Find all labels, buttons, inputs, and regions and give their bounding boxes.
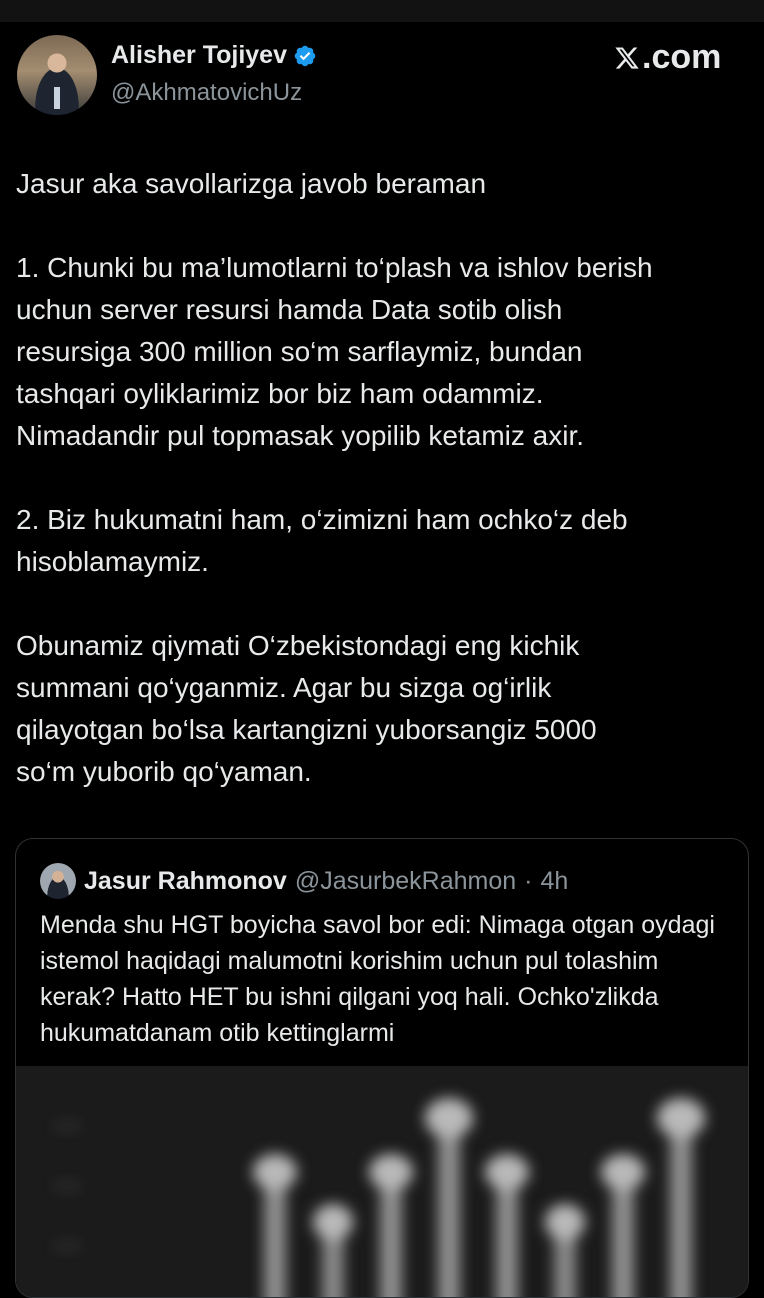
quoted-tweet[interactable] — [15, 838, 749, 1298]
tweet-paragraph: Jasur aka savollarizga javob beraman — [16, 168, 487, 199]
author-handle[interactable]: @AkhmatovichUz — [111, 79, 303, 106]
tweet-paragraph: 2. Biz hukumatni ham, o‘zimizni ham ochko‘z deb hisoblamaymiz. — [16, 504, 628, 577]
author-name-row — [111, 41, 317, 70]
x-logo — [614, 38, 721, 77]
blurred-chart-image — [16, 1066, 749, 1298]
tweet-paragraph: Obunamiz qiymati O‘zbekistondagi eng kichik summani qo‘yganmiz. Agar bu sizga og‘irlik qilayotgan bo‘lsa kartangizni yuborsangiz 5000 so‘m yuborib qo‘yaman. — [16, 630, 597, 787]
separator-dot: · — [524, 866, 533, 895]
quoted-author-avatar[interactable] — [40, 863, 76, 899]
verified-badge-icon — [293, 44, 317, 68]
site-label: .com — [642, 38, 722, 76]
quoted-author-name[interactable]: Jasur Rahmonov — [84, 866, 287, 895]
quoted-author-handle[interactable]: @JasurbekRahmon — [294, 866, 517, 895]
quoted-tweet-header — [40, 863, 568, 899]
quoted-media-image[interactable] — [16, 1066, 749, 1298]
tweet-text — [16, 163, 746, 793]
x-logo-icon — [614, 45, 640, 71]
status-bar — [0, 0, 764, 22]
author-name[interactable]: Alisher Tojiyev — [111, 41, 287, 69]
tweet-paragraph: 1. Chunki bu ma’lumotlarni to‘plash va ishlov berish uchun server resursi hamda Data sotib olish resursiga 300 million so‘m sarflaymiz, bundan tashqari oyliklarimiz bor biz ham odammiz. Nimadandir pul topmasak yopilib ketamiz axir. — [16, 252, 653, 451]
avatar-photo-detail — [54, 87, 60, 109]
author-avatar[interactable] — [17, 35, 97, 115]
quoted-tweet-text: Menda shu HGT boyicha savol bor edi: Nimaga otgan oydagi istemol haqidagi malumotni korishim uchun pul tolashim kerak? Hatto HET bu ishni qilgani yoq hali. Ochko'zlikda hukumatdanam otib kettinglarmi — [40, 911, 715, 1047]
quoted-timestamp[interactable]: 4h — [540, 866, 569, 895]
